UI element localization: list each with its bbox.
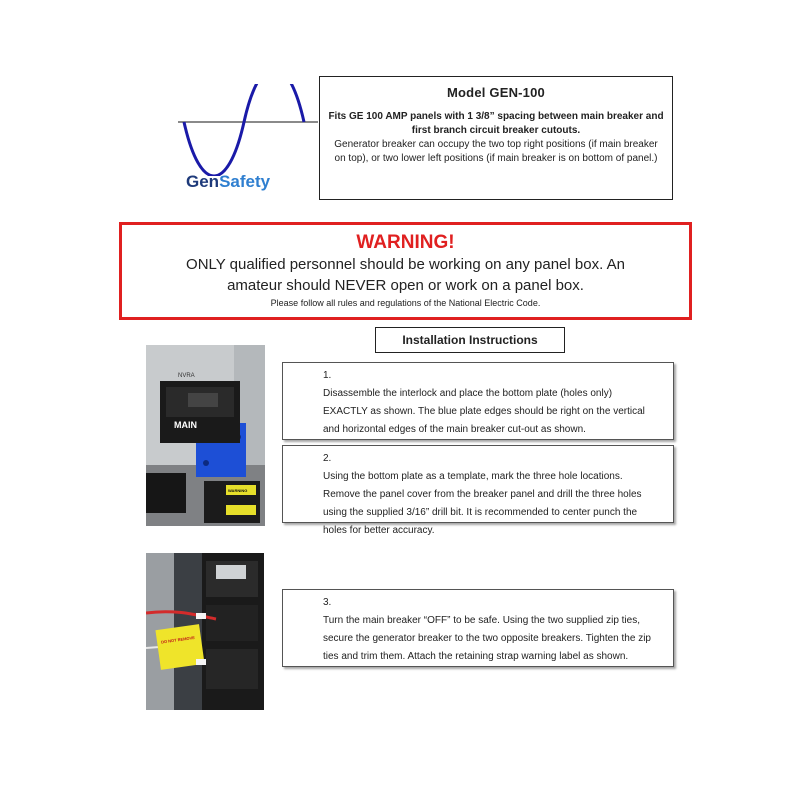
retaining-strap-label-text: DO NOT REMOVE (160, 634, 196, 645)
step-number: 1. (323, 370, 332, 381)
warning-note: Please follow all rules and regulations of the National Electric Code. (270, 298, 541, 308)
step-text: Using the bottom plate as a template, mark the three hole locations. Remove the panel cover from the breaker panel and drill the three holes using the supplied 3/16” drill bit. It is recommended to center punch the holes for better accuracy. (323, 471, 642, 536)
model-fits-text: Fits GE 100 AMP panels with 1 3/8” spacing between main breaker and first branch circuit breaker cutouts. (328, 111, 664, 136)
instruction-step-2 (282, 445, 674, 536)
warning-title: WARNING! (356, 232, 455, 253)
instruction-step-1 (282, 362, 674, 440)
warning-line-1: ONLY qualified personnel should be working on any panel box. An (186, 256, 625, 273)
main-breaker-label: MAIN (174, 420, 197, 430)
model-info-box (319, 76, 673, 200)
instruction-step-3 (282, 589, 674, 667)
warning-line-2: amateur should NEVER open or work on a panel box. (227, 277, 584, 294)
step-number: 3. (323, 597, 332, 608)
model-title: Model GEN-100 (447, 85, 545, 100)
step-number: 2. (323, 453, 332, 464)
warning-sticker-text: WARNING (228, 488, 248, 493)
panel-photo-main-breaker (146, 345, 265, 526)
sine-wave-logo-icon (178, 84, 318, 176)
step-text: Disassemble the interlock and place the bottom plate (holes only) EXACTLY as shown. The blue plate edges should be right on the vertical and horizontal edges of the main breaker cut-out as shown. (323, 388, 645, 435)
panel-brand-text: NVRA (178, 373, 195, 379)
panel-photo-zip-ties (146, 553, 264, 710)
installation-title: Installation Instructions (375, 327, 565, 353)
model-description: Generator breaker can occupy the two top right positions (if main breaker on top), or two lower left positions (if main breaker is on bottom of panel.) (334, 139, 658, 164)
step-text: Turn the main breaker “OFF” to be safe. Using the two supplied zip ties, secure the generator breaker to the two opposite breakers. Tighten the zip ties and trim them. Attach the retaining strap warning label as shown. (323, 615, 651, 662)
logo-text (186, 172, 270, 192)
logo-text-gen: Gen (186, 172, 220, 191)
warning-box (119, 222, 692, 320)
logo-text-safety: Safety (219, 172, 271, 191)
